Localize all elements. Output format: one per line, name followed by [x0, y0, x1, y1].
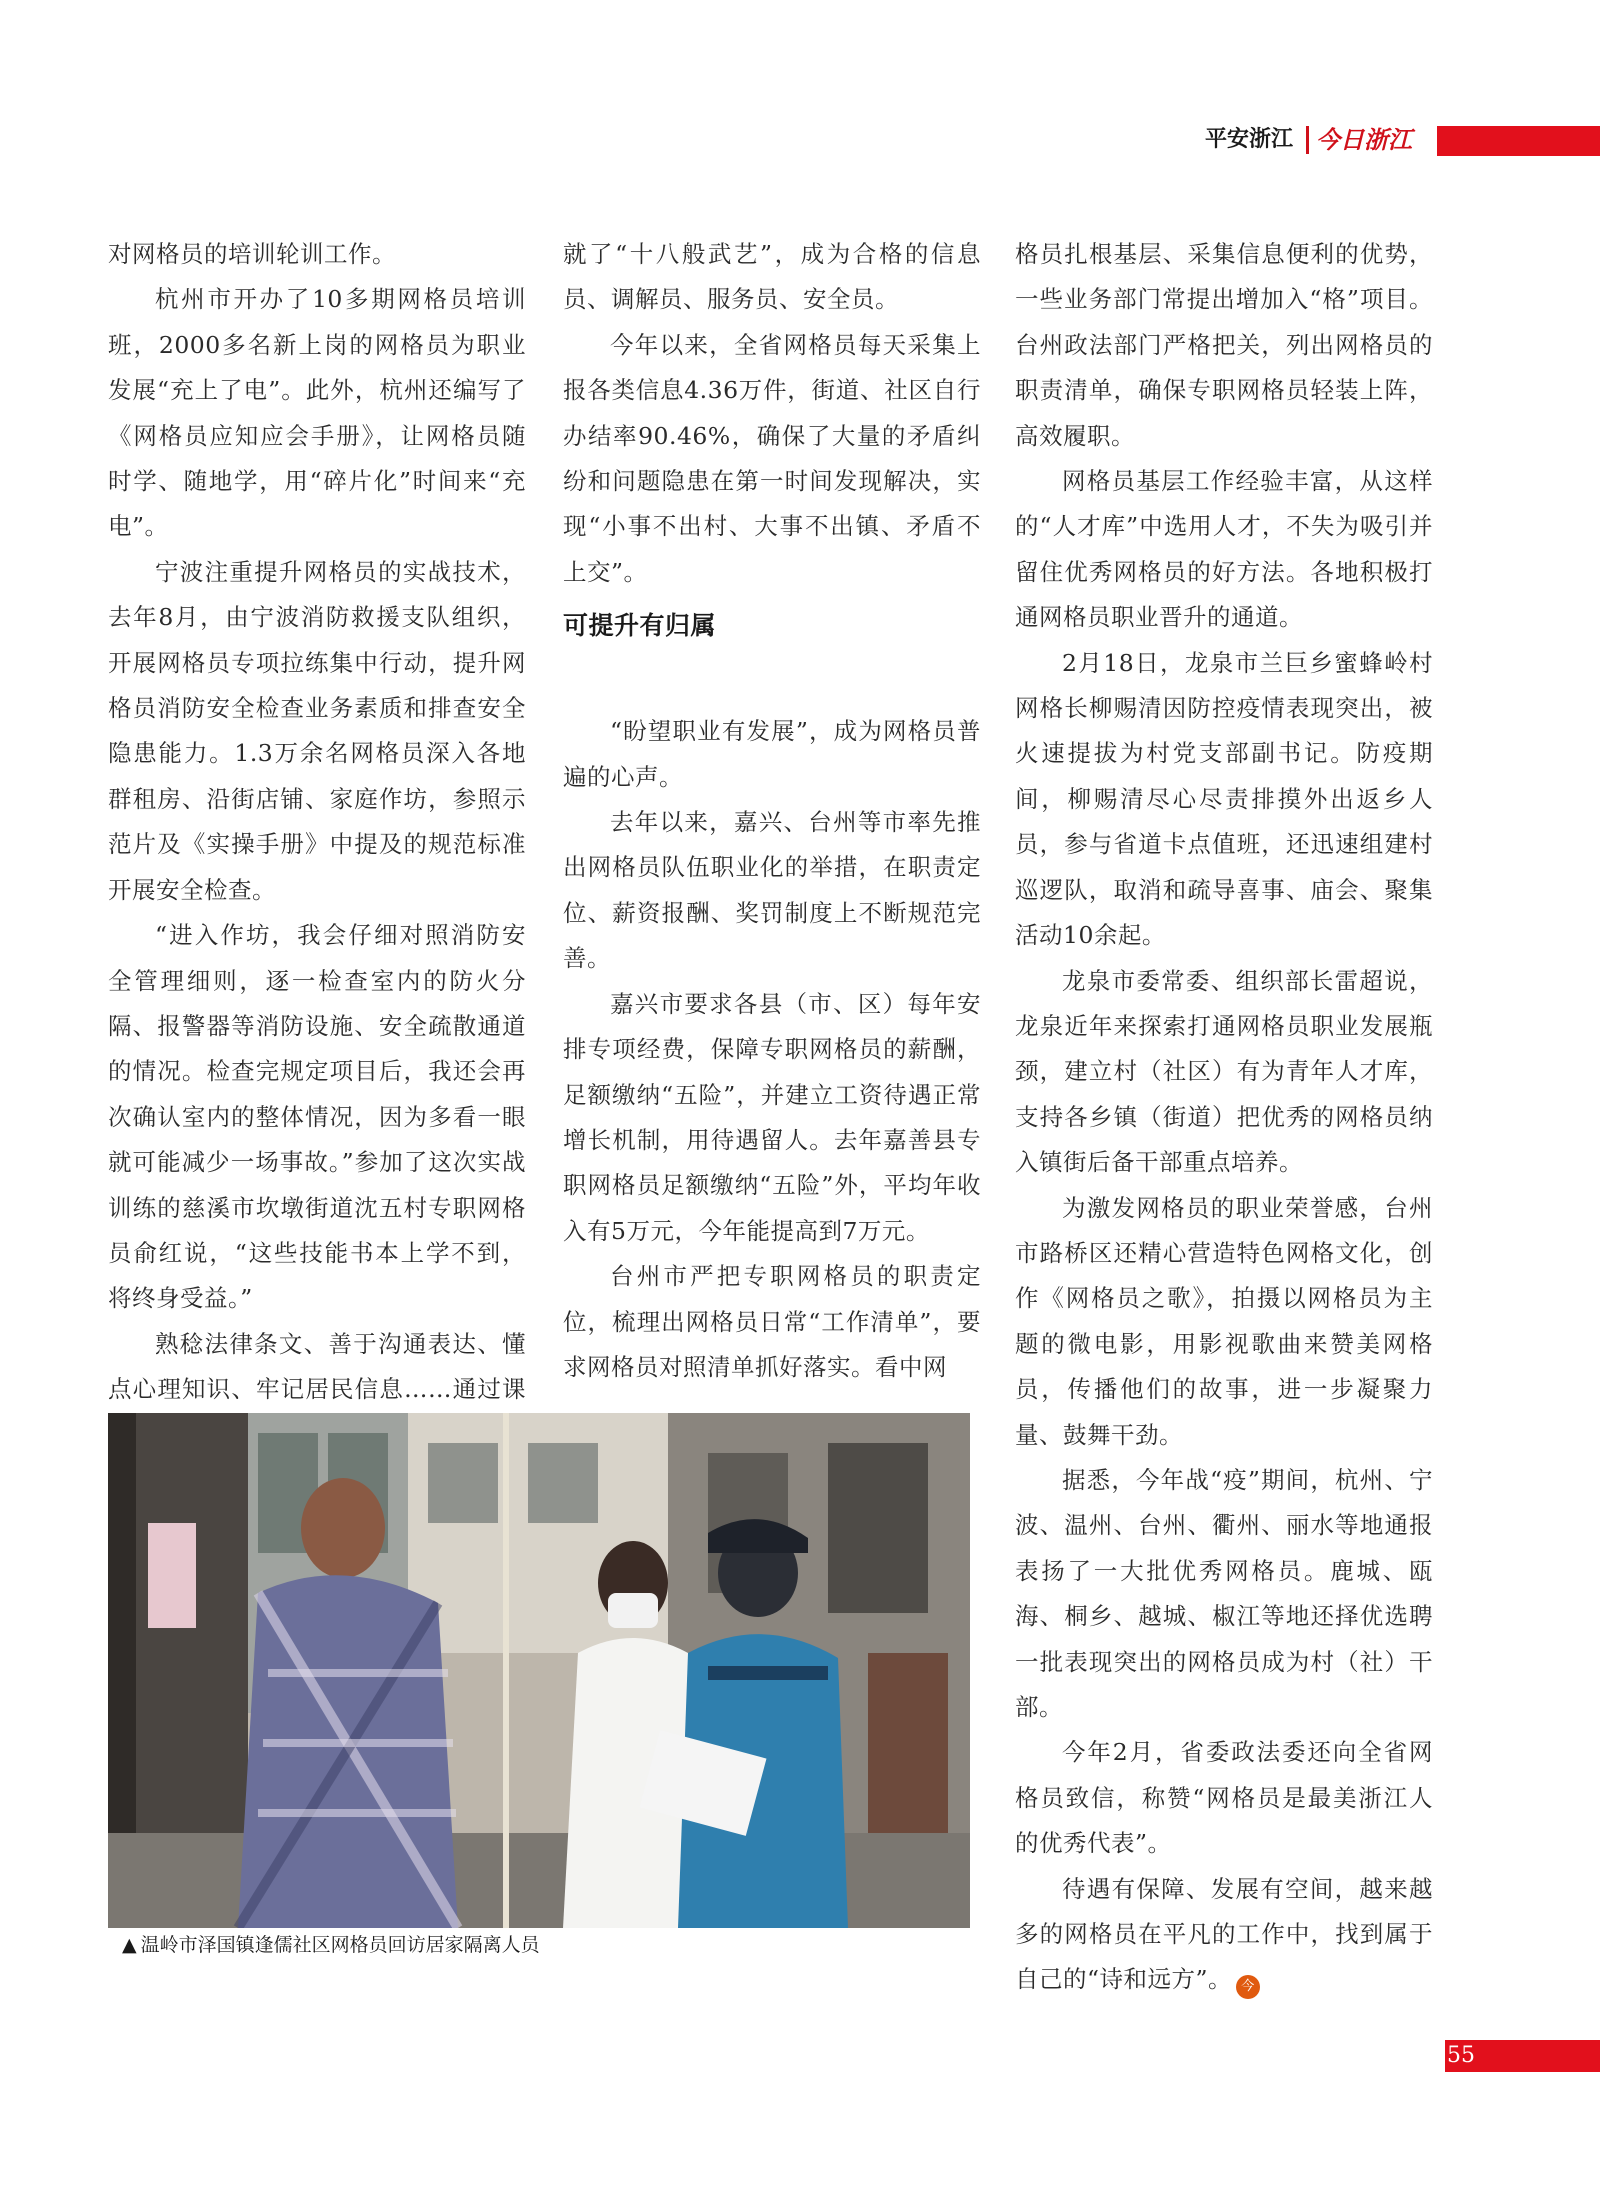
- paragraph: “盼望职业有发展”，成为网格员普遍的心声。: [563, 717, 981, 791]
- paragraph: 龙泉市委常委、组织部长雷超说，龙泉近年来探索打通网格员职业发展瓶颈，建立村（社区）有为青年人才库，支持各乡镇（街道）把优秀的网格员纳入镇街后备干部重点培养。: [1015, 966, 1433, 1177]
- article-photo: [108, 1413, 970, 1928]
- paragraph: 格员扎根基层、采集信息便利的优势，一些业务部门常提出增加入“格”项目。台州政法部门严格把关，列出网格员的职责清单，确保专职网格员轻装上阵，高效履职。: [1015, 240, 1433, 450]
- paragraph: 熟稔法律条文、善于沟通表达、懂点心理知识、牢记居民信息……通过课: [108, 1329, 526, 1404]
- paragraph: 今年2月，省委政法委还向全省网格员致信，称赞“网格员是最美浙江人的优秀代表”。: [1015, 1738, 1433, 1858]
- photo-illustration: [108, 1413, 970, 1928]
- section-subheading: 可提升有归属: [563, 611, 717, 641]
- article-column-1: [108, 232, 526, 1503]
- page-header: [0, 122, 1600, 158]
- triangle-icon: ▲: [122, 1934, 137, 1956]
- paragraph: 杭州市开办了10多期网格员培训班，2000多名新上岗的网格员为职业发展“充上了电”。此外，杭州还编写了《网格员应知应会手册》，让网格员随时学、随地学，用“碎片化”时间来“充电”。: [108, 285, 526, 541]
- paragraph: 对网格员的培训轮训工作。: [108, 240, 396, 268]
- header-divider: [1306, 126, 1309, 154]
- paragraph: 嘉兴市要求各县（市、区）每年安排专项经费，保障专职网格员的薪酬，足额缴纳“五险”，并建立工资待遇正常增长机制，用待遇留人。去年嘉善县专职网格员足额缴纳“五险”外，平均年收入有5万元，今年能提高到7万元。: [563, 989, 981, 1245]
- paragraph: 台州市严把专职网格员的职责定位，梳理出网格员日常“工作清单”，要求网格员对照清单抓好落实。看中网: [563, 1262, 981, 1381]
- paragraph-text: 待遇有保障、发展有空间，越来越多的网格员在平凡的工作中，找到属于自己的“诗和远方”。: [1015, 1874, 1433, 1994]
- paragraph: 宁波注重提升网格员的实战技术，去年8月，由宁波消防救援支队组织，开展网格员专项拉练集中行动，提升网格员消防安全检查业务素质和排查安全隐患能力。1.3万余名网格员深入各地群租房、沿街店铺、家庭作坊，参照示范片及《实操手册》中提及的规范标准开展安全检查。: [108, 557, 526, 904]
- header-accent-bar: [1437, 126, 1600, 156]
- paragraph: 据悉，今年战“疫”期间，杭州、宁波、温州、台州、衢州、丽水等地通报表扬了一大批优秀网格员。鹿城、瓯海、桐乡、越城、椒江等地还择优选聘一批表现突出的网格员成为村（社）干部。: [1015, 1465, 1433, 1721]
- article-column-3: [1015, 232, 1433, 2003]
- photo-caption: [108, 1928, 970, 1962]
- paragraph: 2月18日，龙泉市兰巨乡蜜蜂岭村网格长柳赐清因防控疫情表现突出，被火速提拔为村党支部副书记。防疫期间，柳赐清尽心尽责排摸外出返乡人员，参与省道卡点值班，还迅速组建村巡逻队，取消和疏导喜事、庙会、聚集活动10余起。: [1015, 648, 1433, 950]
- article-column-2: [563, 232, 981, 1390]
- paragraph: 今年以来，全省网格员每天采集上报各类信息4.36万件，街道、社区自行办结率90.46%，确保了大量的矛盾纠纷和问题隐患在第一时间发现解决，实现“小事不出村、大事不出镇、矛盾不上交”。: [563, 330, 981, 586]
- paragraph: “进入作坊，我会仔细对照消防安全管理细则，逐一检查室内的防火分隔、报警器等消防设施、安全疏散通道的情况。检查完规定项目后，我还会再次确认室内的整体情况，因为多看一眼就可能减少一场事故。”参加了这次实战训练的慈溪市坎墩街道沈五村专职网格员俞红说，“这些技能书本上学不到，将终身受益。”: [108, 921, 526, 1313]
- paragraph: [1015, 1867, 1433, 2003]
- magazine-logo: 今日浙江: [1316, 125, 1412, 154]
- caption-text: 温岭市泽国镇逢儒社区网格员回访居家隔离人员: [140, 1934, 540, 1956]
- section-title: 平安浙江: [1205, 127, 1294, 152]
- paragraph: 就了“十八般武艺”，成为合格的信息员、调解员、服务员、安全员。: [563, 240, 981, 314]
- paragraph: 为激发网格员的职业荣誉感，台州市路桥区还精心营造特色网格文化，创作《网格员之歌》，拍摄以网格员为主题的微电影，用影视歌曲来赞美网格员，传播他们的故事，进一步凝聚力量、鼓舞干劲。: [1015, 1193, 1433, 1449]
- page-number: 55: [1447, 2043, 1475, 2068]
- paragraph: 去年以来，嘉兴、台州等市率先推出网格员队伍职业化的举措，在职责定位、薪资报酬、奖罚制度上不断规范完善。: [563, 808, 981, 973]
- article-end-mark-icon: 今: [1236, 1975, 1260, 1999]
- paragraph: 网格员基层工作经验丰富，从这样的“人才库”中选用人才，不失为吸引并留住优秀网格员的好方法。各地积极打通网格员职业晋升的通道。: [1015, 467, 1433, 632]
